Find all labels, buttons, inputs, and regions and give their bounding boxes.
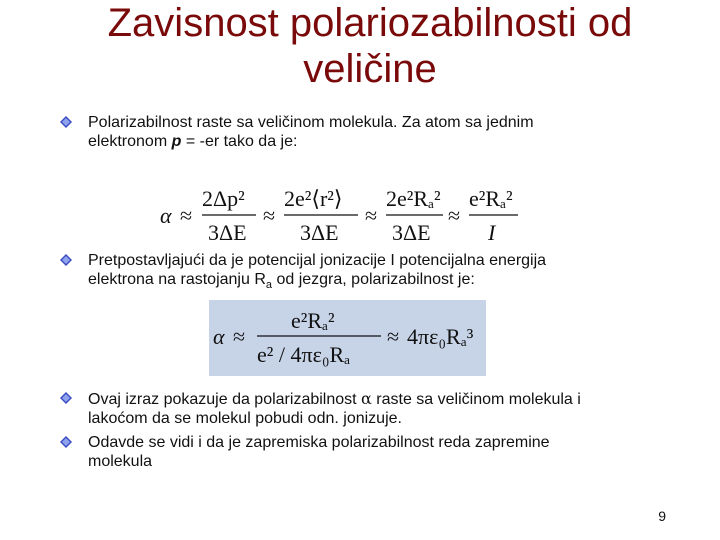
eq1-num-3: 2e²Rₐ²: [386, 186, 441, 211]
bullet-1-line-1: Polarizabilnost raste sa veličinom molekula. Za atom sa jednim: [88, 114, 534, 131]
eq2-approx-1: ≈: [233, 324, 246, 349]
eq2-approx-2: ≈: [387, 324, 400, 349]
diamond-bullet-icon: [60, 116, 72, 128]
bullet-3-line-1: [88, 389, 680, 409]
diamond-bullet-icon: [60, 436, 72, 448]
eq1-num-2: 2e²⟨r²⟩: [284, 186, 343, 211]
diamond-bullet-icon: [60, 254, 72, 266]
bullet-1-line-2: [88, 132, 680, 151]
eq1-num-1: 2Δp²: [202, 186, 245, 211]
eq1-alpha: α: [160, 203, 172, 228]
eq2-rhs: 4πε₀Rₐ³: [407, 324, 474, 349]
eq1-den-1: 3ΔE: [208, 220, 247, 245]
bullet-1-text-b2: = -er tako da je:: [181, 133, 298, 150]
bullet-2-text-b1: elektrona na rastojanju R: [88, 271, 266, 288]
eq1-den-2: 3ΔE: [300, 220, 339, 245]
eq2-num: e²Rₐ²: [291, 308, 335, 333]
eq2-alpha: α: [213, 324, 225, 349]
bullet-2-text-b2: od jezgra, polarizabilnost je:: [272, 271, 475, 288]
eq1-den-3: 3ΔE: [392, 220, 431, 245]
eq2-den: e² / 4πε₀Rₐ: [257, 342, 351, 367]
title-line-2: veličine: [303, 47, 437, 91]
bullet-1-p-symbol: p: [171, 133, 182, 150]
title-line-1: Zavisnost polariozabilnosti od: [107, 1, 633, 45]
bullet-3-line-2: lakoćom da se molekul pobudi odn. jonizuje.: [88, 410, 402, 427]
bullet-2-line-1: Pretpostavljajući da je potencijal jonizacije I potencijalna energija: [88, 252, 547, 269]
eq1-den-4: I: [488, 220, 496, 245]
eq1-num-4: e²Rₐ²: [469, 186, 513, 211]
eq1-approx-4: ≈: [448, 203, 461, 228]
bullet-2-line-2: [88, 270, 680, 295]
eq1-approx-2: ≈: [263, 203, 276, 228]
bullet-4-line-2: molekula: [88, 453, 153, 470]
diamond-bullet-icon: [60, 392, 72, 404]
bullet-4-line-1: Odavde se vidi i da je zapremiska polarizabilnost reda zapremine: [88, 434, 550, 451]
equation-2: [209, 300, 486, 376]
slide-title: [40, 0, 700, 92]
bullet-3-alpha: α: [361, 389, 372, 408]
bullet-3-text-a2: raste sa veličinom molekula i: [371, 391, 581, 408]
bullet-3-text-a1: Ovaj izraz pokazuje da polarizabilnost: [88, 391, 362, 408]
page-number: 9: [658, 508, 666, 524]
equation-1: [160, 178, 530, 248]
equation-2-box: [209, 300, 486, 376]
eq1-approx-3: ≈: [365, 203, 378, 228]
eq1-approx-1: ≈: [180, 203, 193, 228]
bullet-1-text-b1: elektronom: [88, 133, 172, 150]
bullet-2-subscript: a: [265, 279, 273, 292]
